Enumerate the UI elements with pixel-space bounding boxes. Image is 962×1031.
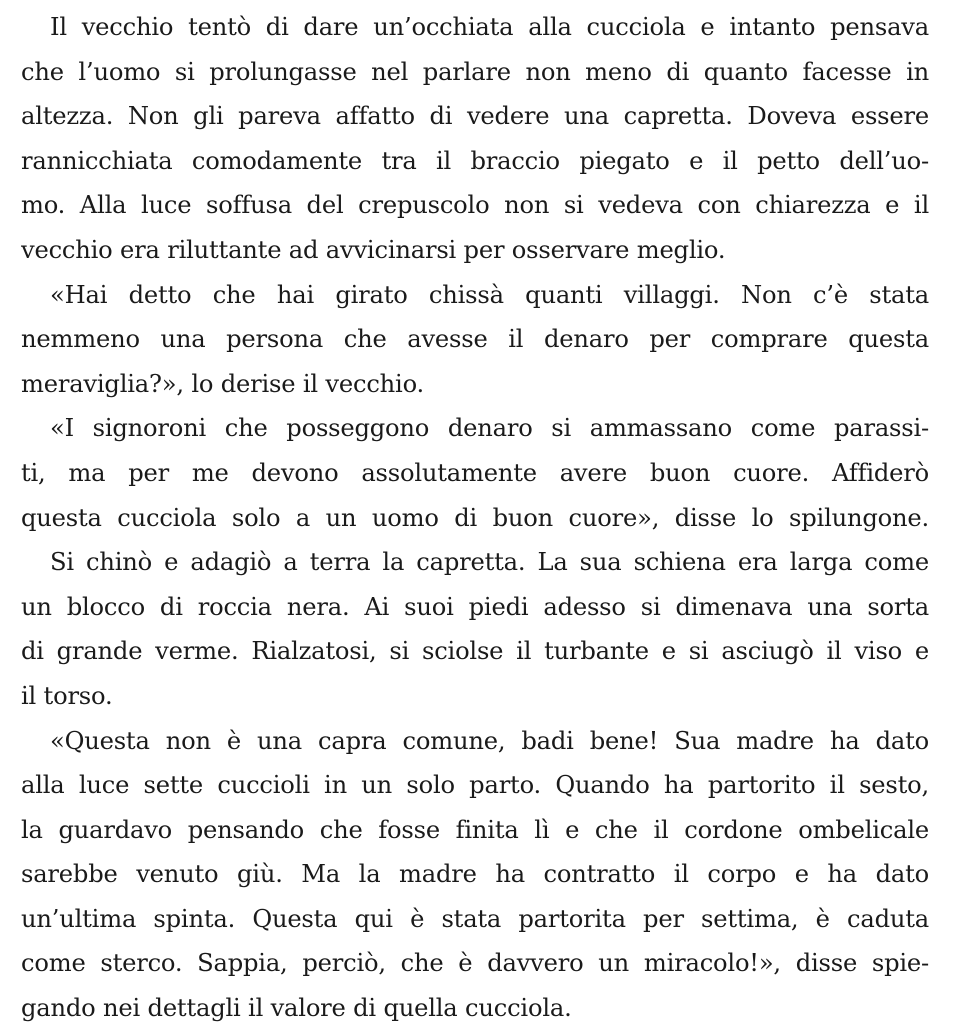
text-line: questa cucciola solo a un uomo di buon cuore», disse lo spilungone.: [21, 503, 929, 532]
text-line: Si chinò e adagiò a terra la capretta. La sua schiena era larga come: [50, 548, 929, 577]
text-line: gando nei dettagli il valore di quella cucciola.: [21, 994, 572, 1023]
text-line: la guardavo pensando che fosse finita lì e che il cordone ombelicale: [21, 815, 929, 844]
paragraph-5: [21, 719, 929, 1031]
text-line: mo. Alla luce soffusa del crepuscolo non si vedeva con chiarezza e il: [21, 191, 929, 220]
text-line: «I signoroni che posseggono denaro si ammassano come parassi-: [50, 414, 929, 443]
text-line: altezza. Non gli pareva affatto di vedere una capretta. Doveva essere: [21, 102, 929, 131]
paragraph-2: [21, 273, 929, 407]
text-line: «Questa non è una capra comune, badi bene! Sua madre ha dato: [50, 726, 929, 755]
text-line: Il vecchio tentò di dare un’occhiata alla cucciola e intanto pensava: [50, 13, 929, 41]
text-line: «Hai detto che hai girato chissà quanti villaggi. Non c’è stata: [50, 280, 929, 309]
text-line: come sterco. Sappia, perciò, che è davvero un miracolo!», disse spie-: [21, 949, 929, 978]
text-line: ti, ma per me devono assolutamente avere buon cuore. Affiderò: [21, 458, 929, 487]
text-line: nemmeno una persona che avesse il denaro per comprare questa: [21, 325, 929, 354]
paragraph-1: [21, 5, 929, 273]
text-line: un blocco di roccia nera. Ai suoi piedi adesso si dimenava una sorta: [21, 592, 929, 621]
text-line: alla luce sette cuccioli in un solo parto. Quando ha partorito il sesto,: [21, 771, 929, 800]
text-line: vecchio era riluttante ad avvicinarsi per osservare meglio.: [21, 235, 726, 264]
text-line: di grande verme. Rialzatosi, si sciolse il turbante e si asciugò il viso e: [21, 637, 929, 666]
text-line: rannicchiata comodamente tra il braccio piegato e il petto dell’uo-: [21, 146, 929, 175]
text-line: il torso.: [21, 681, 113, 710]
paragraph-4: [21, 540, 929, 718]
text-line: meraviglia?», lo derise il vecchio.: [21, 369, 425, 398]
text-line: sarebbe venuto giù. Ma la madre ha contratto il corpo e ha dato: [21, 860, 929, 889]
book-page: [21, 5, 929, 1031]
paragraph-3: [21, 406, 929, 540]
text-line: che l’uomo si prolungasse nel parlare non meno di quanto facesse in: [21, 57, 929, 86]
text-line: un’ultima spinta. Questa qui è stata partorita per settima, è caduta: [21, 904, 929, 933]
